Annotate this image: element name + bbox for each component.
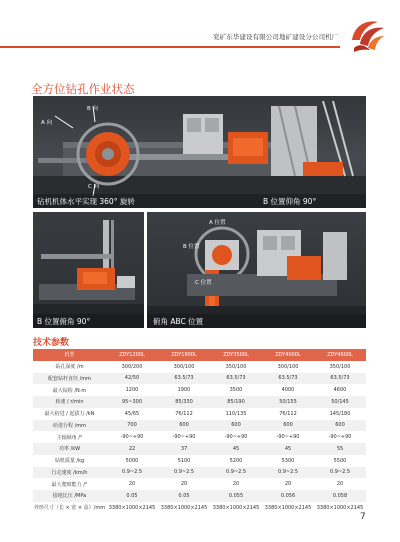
direction-label-b: B 向 (87, 106, 99, 112)
parameter-value-cell: 45 (262, 443, 314, 455)
column-header: ZDY1900L (158, 349, 210, 361)
parameter-value-cell: 300/100 (262, 361, 314, 373)
photo-panel-depression (33, 212, 144, 328)
parameter-value-cell: 3380×1000×2145 (210, 502, 262, 514)
company-name: 兖矿东华建设有限公司地矿建设分公司机厂 (213, 33, 339, 41)
parameter-value-cell: 42/50 (106, 373, 158, 385)
section-title: 全方位钻孔作业状态 (31, 82, 135, 96)
parameter-value-cell: 3380×1000×2145 (158, 502, 210, 514)
parameter-value-cell: 0.9~2.5 (210, 467, 262, 479)
column-header: ZDY4600L (314, 349, 366, 361)
parameter-value-cell: 20 (106, 478, 158, 490)
parameter-value-cell: 5200 (210, 455, 262, 467)
table-row (33, 490, 366, 502)
caption-elevation: B 位置仰角 90° (263, 197, 317, 206)
parameter-value-cell: 0.9~2.5 (262, 467, 314, 479)
table-row (33, 443, 366, 455)
table-row (33, 478, 366, 490)
parameter-name-cell: 外形尺寸（长 × 宽 × 高）/mm (33, 502, 106, 514)
parameter-value-cell: 145/180 (314, 408, 366, 420)
parameter-value-cell: -90~+90 (106, 431, 158, 443)
parameter-value-cell: 110/135 (210, 408, 262, 420)
parameter-value-cell: 63.5/73 (210, 373, 262, 385)
parameter-value-cell: -90~+90 (158, 431, 210, 443)
parameter-value-cell: 700 (106, 420, 158, 432)
header-rule (0, 46, 340, 48)
caption-positions: 俯角 ABC 位置 (153, 317, 204, 326)
column-header: 机型 (33, 349, 106, 361)
parameter-name-cell: 钻孔深度 /m (33, 361, 106, 373)
parameter-value-cell: 50/145 (314, 396, 366, 408)
company-logo-icon (346, 14, 390, 58)
table-row (33, 361, 366, 373)
table-row (33, 408, 366, 420)
parameter-value-cell: 5500 (314, 455, 366, 467)
page-number: 7 (360, 512, 366, 522)
parameter-value-cell: 5300 (262, 455, 314, 467)
parameter-value-cell: 600 (314, 420, 366, 432)
direction-label-a: A 向 (41, 120, 53, 126)
parameter-name-cell: 接地比压 /MPa (33, 490, 106, 502)
column-header: ZDY3500L (210, 349, 262, 361)
parameter-value-cell: 45/65 (106, 408, 158, 420)
column-header: ZDY4000L (262, 349, 314, 361)
parameter-name-cell: 转速 / r/min (33, 396, 106, 408)
parameter-value-cell: 0.9~2.5 (314, 467, 366, 479)
parameter-value-cell: 4600 (314, 384, 366, 396)
parameter-value-cell: 350/100 (210, 361, 262, 373)
parameter-name-cell: 钻机质量 /kg (33, 455, 106, 467)
parameter-value-cell: 85/190 (210, 396, 262, 408)
parameter-name-cell: 最大给进 / 起拔力 /kN (33, 408, 106, 420)
parameter-value-cell: 22 (106, 443, 158, 455)
parameter-name-cell: 最大爬坡能力 /° (33, 478, 106, 490)
parameter-value-cell: 600 (158, 420, 210, 432)
parameter-name-cell: 行走速度 /km/h (33, 467, 106, 479)
parameter-value-cell: 5100 (158, 455, 210, 467)
table-row (33, 455, 366, 467)
parameter-value-cell: 3380×1000×2145 (314, 502, 366, 514)
parameter-value-cell: -90~+90 (262, 431, 314, 443)
parameter-value-cell: 3380×1000×2145 (106, 502, 158, 514)
parameter-value-cell: 5000 (106, 455, 158, 467)
parameter-value-cell: 0.056 (262, 490, 314, 502)
parameter-value-cell: 20 (158, 478, 210, 490)
parameter-value-cell: 0.058 (314, 490, 366, 502)
position-label-b: B 位置 (183, 244, 200, 250)
parameter-name-cell: 最大钻程 /N·m (33, 384, 106, 396)
parameter-value-cell: 95~300 (106, 396, 158, 408)
parameter-value-cell: 20 (262, 478, 314, 490)
spec-table (33, 349, 366, 514)
parameter-value-cell: 350/100 (314, 361, 366, 373)
parameter-value-cell: 300/100 (158, 361, 210, 373)
position-label-a: A 位置 (209, 220, 226, 226)
table-row (33, 431, 366, 443)
parameter-value-cell: 85/330 (158, 396, 210, 408)
column-header: ZDY1200L (106, 349, 158, 361)
parameter-value-cell: 3500 (210, 384, 262, 396)
parameter-value-cell: 600 (210, 420, 262, 432)
parameter-value-cell: 37 (158, 443, 210, 455)
photo-panel-positions (147, 212, 366, 328)
parameter-value-cell: 4000 (262, 384, 314, 396)
parameter-value-cell: 55 (314, 443, 366, 455)
parameter-value-cell: 76/112 (158, 408, 210, 420)
parameter-value-cell: 0.05 (158, 490, 210, 502)
parameter-value-cell: 50/155 (262, 396, 314, 408)
parameter-value-cell: 0.055 (210, 490, 262, 502)
direction-label-c: C 向 (88, 184, 100, 190)
table-row (33, 373, 366, 385)
drill-rig-positions-image (147, 212, 366, 328)
parameter-value-cell: 0.9~2.5 (106, 467, 158, 479)
caption-rotation: 钻机机体水平实现 360° 旋转 (37, 197, 135, 206)
parameter-value-cell: -90~+90 (314, 431, 366, 443)
parameter-value-cell: 20 (210, 478, 262, 490)
photo-panel-rotation (33, 96, 366, 208)
parameter-name-cell: 配套钻杆直径 /mm (33, 373, 106, 385)
parameter-value-cell: 600 (262, 420, 314, 432)
parameter-value-cell: 0.9~2.5 (158, 467, 210, 479)
table-row (33, 467, 366, 479)
table-row (33, 396, 366, 408)
parameter-value-cell: 0.05 (106, 490, 158, 502)
table-row (33, 384, 366, 396)
parameter-value-cell: 63.5/73 (262, 373, 314, 385)
spec-table-title: 技术参数 (33, 338, 70, 348)
parameter-name-cell: 功率 /kW (33, 443, 106, 455)
parameter-value-cell: 1200 (106, 384, 158, 396)
parameter-name-cell: 主轴倾角 /° (33, 431, 106, 443)
parameter-value-cell: 1900 (158, 384, 210, 396)
parameter-value-cell: 3380×1000×2145 (262, 502, 314, 514)
parameter-value-cell: 20 (314, 478, 366, 490)
caption-depression: B 位置俯角 90° (37, 317, 91, 326)
drill-rig-topview-image (33, 96, 366, 208)
parameter-value-cell: -90~+90 (210, 431, 262, 443)
parameter-value-cell: 76/112 (262, 408, 314, 420)
parameter-value-cell: 300/200 (106, 361, 158, 373)
position-label-c: C 位置 (195, 280, 212, 286)
spec-table-header-row (33, 349, 366, 361)
parameter-value-cell: 45 (210, 443, 262, 455)
table-row (33, 420, 366, 432)
table-row (33, 502, 366, 514)
parameter-value-cell: 63.5/73 (158, 373, 210, 385)
drill-rig-sideview-image (33, 212, 144, 328)
parameter-value-cell: 63.5/73 (314, 373, 366, 385)
parameter-name-cell: 给进行程 /mm (33, 420, 106, 432)
